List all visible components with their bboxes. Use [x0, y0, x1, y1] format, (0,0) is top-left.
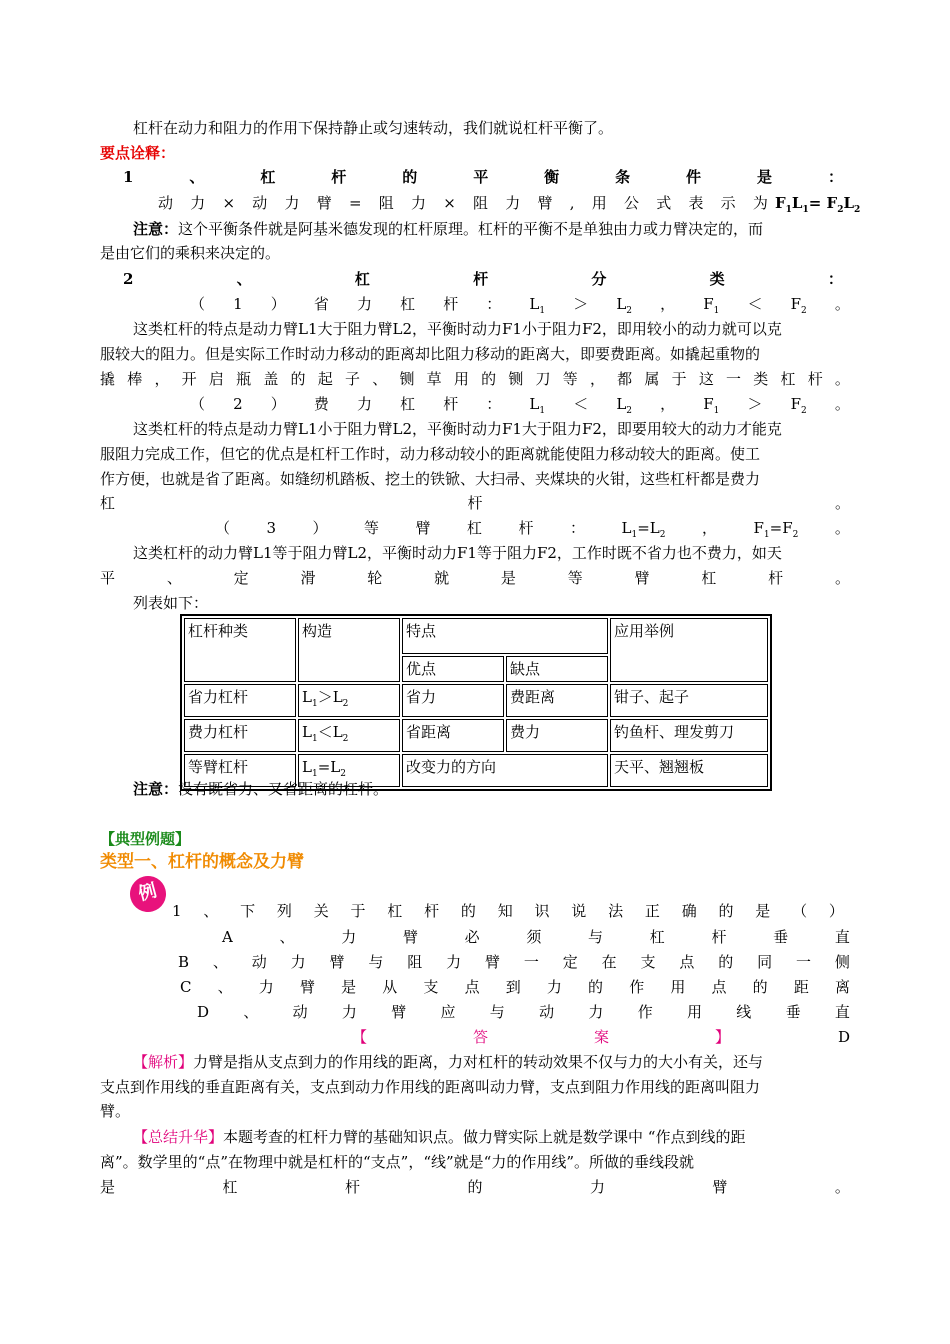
char: 力: [190, 194, 206, 212]
option-b: [178, 951, 850, 973]
char: 分: [591, 270, 607, 288]
class3-line1: 这类杠杆的动力臂L1等于阻力臂L2，平衡时动力F1等于阻力F2，工作时既不省力也不费力，如天: [133, 544, 782, 562]
class3-line2: [100, 567, 850, 589]
table-row: [184, 684, 768, 717]
char: 知: [497, 902, 513, 920]
char: 用: [670, 978, 686, 996]
char: 列: [276, 902, 292, 920]
char: 直: [834, 1003, 850, 1021]
char: 与: [489, 1003, 505, 1021]
char: ，: [660, 395, 676, 413]
char: 示: [720, 194, 736, 212]
cell-adv: 省力: [402, 684, 504, 717]
char: 杆: [711, 928, 727, 946]
char: 的: [718, 953, 734, 971]
char: 在: [601, 953, 617, 971]
char: 的: [481, 370, 497, 388]
char: 盖: [263, 370, 279, 388]
note1-line2: 是由它们的乘积来决定的。: [100, 244, 281, 262]
cell-type: 等臂杠杆: [184, 754, 296, 787]
char: 杆: [518, 519, 534, 537]
class1-line1: 这类杠杆的特点是动力臂L1大于阻力臂L2，平衡时动力F1小于阻力F2，即用较小的动力就可以克: [133, 320, 782, 338]
balance-formula-words: [158, 192, 768, 214]
char: B: [178, 953, 190, 971]
char: 动: [252, 194, 268, 212]
char: 臂: [402, 928, 418, 946]
char: （: [190, 295, 206, 313]
char: 杠: [354, 270, 370, 288]
cell-struct: $L_1>L_2$: [298, 684, 400, 717]
char: ）: [270, 295, 286, 313]
char: 杠: [649, 928, 665, 946]
th-feature: 特点: [402, 618, 608, 654]
char: 点: [464, 978, 480, 996]
char: 杆: [807, 370, 823, 388]
char: 离: [834, 978, 850, 996]
char: $F_1$: [703, 395, 720, 416]
char: 式: [656, 194, 672, 212]
char: 条: [615, 168, 631, 186]
char: ×: [222, 194, 236, 212]
char: ＞: [573, 295, 589, 313]
char: 。: [834, 569, 850, 587]
char: $L_1=L_2$: [621, 519, 666, 540]
char: 识: [534, 902, 550, 920]
char: $F_1=F_2$: [753, 519, 799, 540]
char: ，: [660, 295, 676, 313]
char: 垂: [773, 928, 789, 946]
option-d: [197, 1001, 850, 1023]
cell-struct: $L_1<L_2$: [298, 719, 400, 752]
note1-line1: 注意：这个平衡条件就是阿基米德发现的杠杆原理。杠杆的平衡不是单独由力或力臂决定的，而: [133, 220, 764, 238]
char: 、: [236, 270, 252, 288]
char: 力: [588, 1003, 604, 1021]
char: 力: [356, 395, 372, 413]
class2-line3: 作方便，也就是省了距离。如缝纫机踏板、挖土的铁锨、大扫帚、夹煤块的火钳，这些杠杆都是费力: [100, 470, 761, 488]
cell-type: 省力杠杆: [184, 684, 296, 717]
char: 用: [686, 1003, 702, 1021]
table-intro: 列表如下：: [133, 594, 209, 612]
analysis-line2: 支点到作用线的垂直距离有关，支点到动力作用线的距离叫动力臂，支点到阻力作用线的距离叫阻力: [100, 1078, 761, 1096]
char: 力: [341, 1003, 357, 1021]
char: 力: [258, 978, 274, 996]
char: 是: [755, 902, 771, 920]
char: $L_1$: [529, 395, 546, 416]
char: 杆: [467, 494, 483, 512]
char: 臂: [485, 953, 501, 971]
char: 下: [240, 902, 256, 920]
char: 的: [588, 978, 604, 996]
char: 动: [539, 1003, 555, 1021]
char: 等: [562, 370, 578, 388]
char: 。: [834, 494, 850, 512]
balance-heading: [123, 166, 843, 188]
char: 动: [292, 1003, 308, 1021]
analysis-line1: 【解析】力臂是指从支点到力的作用线的距离，力对杠杆的转动效果不仅与力的大小有关，还与: [133, 1053, 764, 1071]
char: 的: [460, 902, 476, 920]
char: 、: [217, 978, 233, 996]
char: 杠: [400, 395, 416, 413]
char: 的: [718, 902, 734, 920]
char: 类: [709, 270, 725, 288]
char: 杆: [473, 270, 489, 288]
char: 力: [446, 953, 462, 971]
char: 是: [500, 569, 516, 587]
char: 省: [313, 295, 329, 313]
char: C: [180, 978, 192, 996]
char: 于: [350, 902, 366, 920]
char: ＞: [747, 395, 763, 413]
char: 动: [251, 953, 267, 971]
char: 阻: [378, 194, 394, 212]
cell-app: 钓鱼杆、理发剪刀: [610, 719, 768, 752]
char: 的: [752, 978, 768, 996]
class1-line3: [100, 368, 850, 390]
th-adv: 优点: [402, 656, 504, 682]
cell-merged: 改变力的方向: [402, 754, 608, 787]
char: （: [792, 902, 808, 920]
cell-app: 天平、翘翘板: [610, 754, 768, 787]
char: 都: [617, 370, 633, 388]
char: 一: [796, 953, 812, 971]
char: 。: [834, 370, 850, 388]
note2: 注意：没有既省力、又省距离的杠杆。: [133, 780, 389, 798]
char: 、: [243, 1003, 259, 1021]
char: 臂: [329, 953, 345, 971]
char: 杆: [331, 168, 347, 186]
answer-value: D: [838, 1028, 851, 1046]
char: 起: [317, 370, 333, 388]
char: 阻: [473, 194, 489, 212]
char: 力: [505, 194, 521, 212]
char: ：: [827, 270, 843, 288]
char: A: [222, 928, 233, 946]
char: 就: [434, 569, 450, 587]
char: 为: [752, 194, 768, 212]
char: 杠: [222, 1178, 238, 1196]
char: 2: [123, 270, 134, 288]
char: 杆: [768, 569, 784, 587]
char: 定: [562, 953, 578, 971]
lever-table: [180, 614, 772, 791]
char: ：: [827, 168, 843, 186]
char: 力: [290, 953, 306, 971]
char: 、: [372, 370, 388, 388]
char: 力: [589, 1178, 605, 1196]
char: =: [348, 194, 362, 212]
char: ）: [828, 902, 844, 920]
char: 的: [467, 1178, 483, 1196]
char: 杠: [260, 168, 276, 186]
class2-line1: 这类杠杆的特点是动力臂L1小于阻力臂L2，平衡时动力F1大于阻力F2，即要用较大的动力才能克: [133, 420, 782, 438]
char: ）: [312, 519, 328, 537]
class2-line4: [100, 492, 850, 514]
example-badge: 例: [126, 872, 170, 916]
cell-adv: 省距离: [402, 719, 504, 752]
char: $L_2$: [616, 395, 633, 416]
char: 铡: [508, 370, 524, 388]
char: 侧: [834, 953, 850, 971]
char: ,: [569, 194, 575, 212]
char: 】: [714, 1028, 730, 1046]
char: 臂: [712, 1178, 728, 1196]
char: 公: [623, 194, 639, 212]
char: （: [190, 395, 206, 413]
char: 子: [344, 370, 360, 388]
th-app: 应用举例: [610, 618, 768, 682]
char: 臂: [415, 519, 431, 537]
char: 。: [834, 519, 850, 537]
char: 一: [726, 370, 742, 388]
char: 直: [834, 928, 850, 946]
char: 一: [523, 953, 539, 971]
char: 平: [473, 168, 489, 186]
char: 臂: [299, 978, 315, 996]
char: ：: [570, 519, 586, 537]
char: $F_2$: [790, 295, 807, 316]
char: $L_1$: [529, 295, 546, 316]
char: 点: [679, 953, 695, 971]
char: 关: [313, 902, 329, 920]
char: 费: [313, 395, 329, 413]
char: 是: [757, 168, 773, 186]
char: 的: [402, 168, 418, 186]
char: 件: [686, 168, 702, 186]
char: 。: [834, 295, 850, 313]
char: 瓶: [236, 370, 252, 388]
char: 定: [233, 569, 249, 587]
summary-line2: 离”。数学里的“点”在物理中就是杠杆的“支点”，“线”就是“力的作用线”。所做的垂线段就: [100, 1153, 695, 1171]
char: 用: [453, 370, 469, 388]
summary-line3: [100, 1176, 850, 1198]
char: 轮: [367, 569, 383, 587]
cell-dis: 费力: [506, 719, 608, 752]
char: 表: [688, 194, 704, 212]
char: 杆: [344, 1178, 360, 1196]
cell-struct: $L_1=L_2$: [298, 754, 400, 787]
char: 是: [341, 978, 357, 996]
char: 这: [698, 370, 714, 388]
char: 杠: [467, 519, 483, 537]
char: 杠: [100, 494, 116, 512]
char: 等: [567, 569, 583, 587]
char: $F_2$: [790, 395, 807, 416]
char: 臂: [391, 1003, 407, 1021]
char: 正: [644, 902, 660, 920]
char: 铡: [399, 370, 415, 388]
char: 作: [629, 978, 645, 996]
char: 衡: [544, 168, 560, 186]
char: 法: [608, 902, 624, 920]
char: 与: [588, 928, 604, 946]
char: 臂: [537, 194, 553, 212]
char: 杠: [400, 295, 416, 313]
char: 距: [793, 978, 809, 996]
char: 从: [382, 978, 398, 996]
intro-text: 杠杆在动力和阻力的作用下保持静止或匀速转动，我们就说杠杆平衡了。: [133, 119, 614, 137]
char: 臂: [634, 569, 650, 587]
char: 力: [284, 194, 300, 212]
char: 类: [753, 370, 769, 388]
char: 1: [172, 902, 182, 920]
char: 作: [637, 1003, 653, 1021]
th-dis: 缺点: [506, 656, 608, 682]
char: 1: [123, 168, 134, 186]
analysis-line3: 臂。: [100, 1102, 131, 1120]
char: 答: [472, 1028, 488, 1046]
char: 点: [711, 978, 727, 996]
char: 到: [505, 978, 521, 996]
th-struct: 构造: [298, 618, 400, 682]
char: 。: [834, 395, 850, 413]
char: 力: [356, 295, 372, 313]
char: $F_1$: [703, 295, 720, 316]
char: 同: [757, 953, 773, 971]
char: 杆: [443, 395, 459, 413]
th-type: 杠杆种类: [184, 618, 296, 682]
table-row: [184, 719, 768, 752]
char: 动: [158, 194, 174, 212]
char: 的: [290, 370, 306, 388]
char: 等: [364, 519, 380, 537]
char: 【: [352, 1028, 368, 1046]
char: 、: [279, 928, 295, 946]
char: ×: [443, 194, 456, 212]
char: 刀: [535, 370, 551, 388]
cell-app: 钳子、起子: [610, 684, 768, 717]
char: 2: [233, 395, 243, 413]
char: ，: [701, 519, 717, 537]
char: 线: [736, 1003, 752, 1021]
char: ＜: [573, 395, 589, 413]
char: 草: [426, 370, 442, 388]
char: 须: [526, 928, 542, 946]
char: 力: [411, 194, 427, 212]
char: 开: [181, 370, 197, 388]
char: ：: [486, 395, 502, 413]
char: 用: [591, 194, 607, 212]
char: 属: [644, 370, 660, 388]
examples-heading: 【典型例题】: [100, 830, 191, 848]
summary-line1: 【总结升华】本题考查的杠杆力臂的基础知识点。做力臂实际上就是数学课中 “作点到线的距: [133, 1128, 746, 1146]
class1-line2: 服较大的阻力。但是实际工作时动力移动的距离却比阻力移动的距离大，即要费距离。如撬起重物的: [100, 345, 761, 363]
char: 于: [671, 370, 687, 388]
char: 必: [464, 928, 480, 946]
char: 支: [640, 953, 656, 971]
char: 力: [546, 978, 562, 996]
char: 1: [233, 295, 243, 313]
char: 杠: [387, 902, 403, 920]
char: 应: [440, 1003, 456, 1021]
char: 支: [423, 978, 439, 996]
cell-dis: 费距离: [506, 684, 608, 717]
char: 说: [571, 902, 587, 920]
char: 杆: [443, 295, 459, 313]
char: ，: [589, 370, 605, 388]
char: 是: [100, 1178, 116, 1196]
char: 力: [341, 928, 357, 946]
answer-label: [352, 1026, 730, 1048]
char: 杠: [780, 370, 796, 388]
key-points-heading: 要点诠释：: [100, 144, 176, 162]
char: 棒: [127, 370, 143, 388]
char: 、: [189, 168, 205, 186]
char: （: [215, 519, 231, 537]
option-c: [180, 976, 850, 998]
char: 、: [203, 902, 219, 920]
char: $L_2$: [616, 295, 633, 316]
char: 垂: [785, 1003, 801, 1021]
char: 确: [681, 902, 697, 920]
char: ）: [270, 395, 286, 413]
class2-line2: 服阻力完成工作，但它的优点是杠杆工作时，动力移动较小的距离就能使阻力移动较大的距离。使工: [100, 445, 761, 463]
char: 启: [208, 370, 224, 388]
char: 案: [593, 1028, 609, 1046]
char: 、: [166, 569, 182, 587]
char: ：: [486, 295, 502, 313]
classification-heading: [123, 268, 843, 290]
question-1: [172, 900, 844, 922]
char: ，: [154, 370, 170, 388]
balance-formula: $F_1L_1= F_2L_2$: [775, 194, 861, 215]
char: 杆: [424, 902, 440, 920]
char: 阻: [407, 953, 423, 971]
cell-type: 费力杠杆: [184, 719, 296, 752]
char: 与: [368, 953, 384, 971]
char: 。: [834, 1178, 850, 1196]
char: 、: [212, 953, 228, 971]
char: D: [197, 1003, 210, 1021]
option-a: [222, 926, 850, 948]
char: 撬: [100, 370, 116, 388]
char: 杠: [701, 569, 717, 587]
char: 3: [266, 519, 277, 537]
char: 滑: [300, 569, 316, 587]
char: 平: [100, 569, 116, 587]
char: ＜: [747, 295, 763, 313]
char: 臂: [316, 194, 332, 212]
type1-heading: 类型一、杠杆的概念及力臂: [100, 852, 304, 872]
